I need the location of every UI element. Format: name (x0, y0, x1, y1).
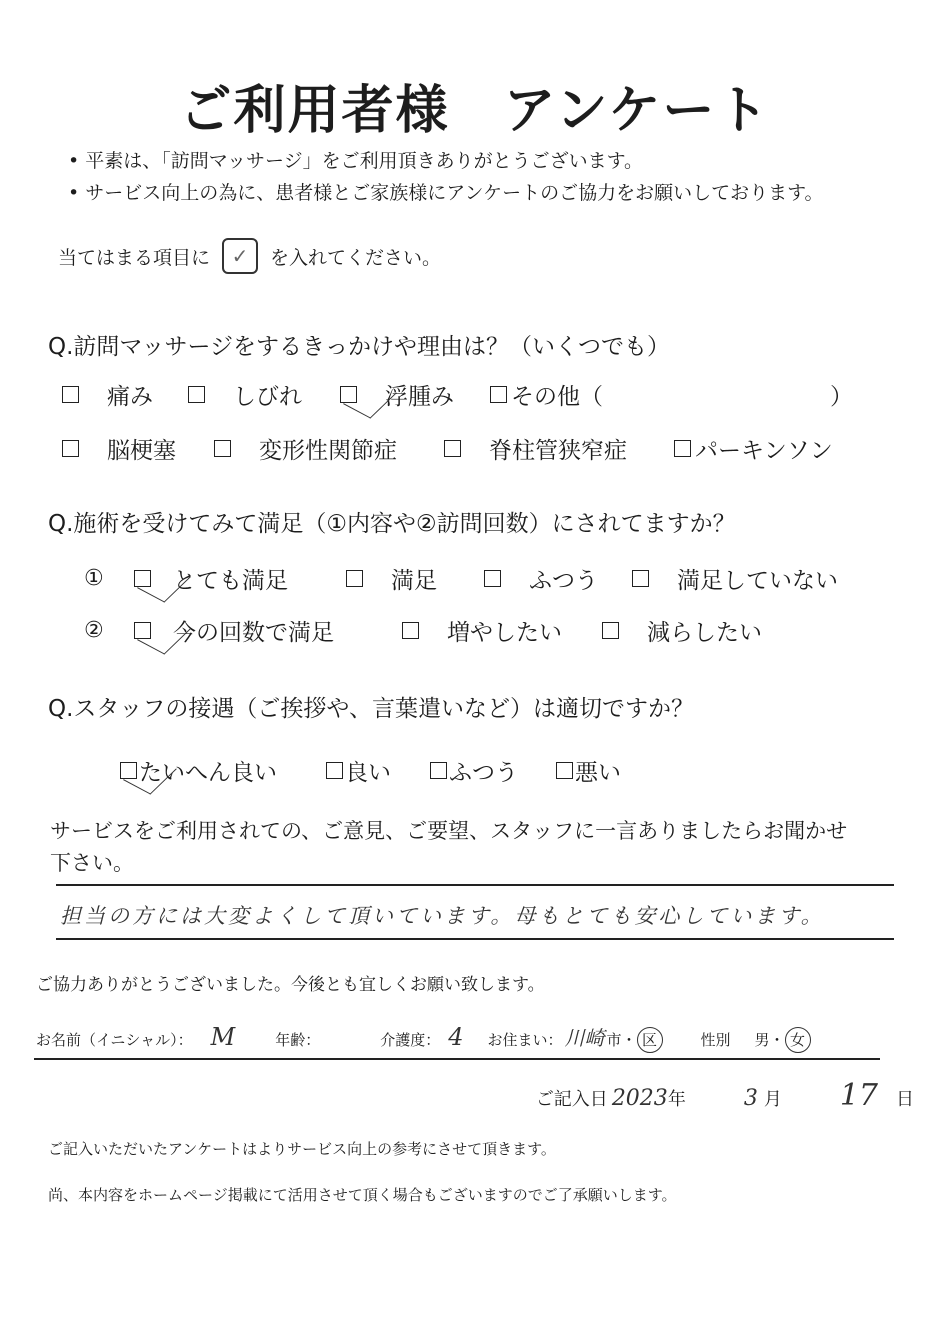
option-label: 浮腫み (385, 384, 454, 410)
option-not-satisfied[interactable] (632, 562, 838, 595)
question-1: Q.訪問マッサージをするきっかけや理由は？（いくつでも） (48, 334, 671, 360)
option-label: ふつう (529, 568, 598, 594)
option-label: 増やしたい (447, 620, 562, 646)
option-label: 脳梗塞 (107, 438, 176, 464)
option-bad[interactable] (556, 754, 621, 787)
checkbox-decrease[interactable] (602, 622, 619, 639)
survey-title: ご利用者様 アンケート (179, 81, 771, 141)
month-unit: 月 (763, 1089, 782, 1110)
option-edema[interactable] (340, 378, 490, 411)
gender-male[interactable]: 男・ (754, 1031, 785, 1049)
checkbox-very-satisfied[interactable] (134, 570, 151, 587)
option-current-frequency-ok[interactable] (134, 614, 402, 647)
option-label: 減らしたい (647, 620, 762, 646)
care-level-value[interactable]: 4 (448, 1023, 464, 1051)
care-level-label: 介護度： (380, 1031, 441, 1049)
option-label: 変形性関節症 (259, 438, 397, 464)
other-close-paren: ） (830, 384, 853, 410)
option-label: とても満足 (173, 568, 288, 594)
option-excellent[interactable] (120, 754, 326, 787)
option-label: 満足 (391, 568, 437, 594)
thanks-message: ご協力ありがとうございました。今後とも宜しくお願い致します。 (36, 975, 545, 995)
option-spinal-stenosis[interactable] (444, 432, 674, 465)
city-value[interactable]: 川崎 (564, 1026, 605, 1050)
option-label: 満足していない (677, 568, 838, 594)
row-number: ② (84, 618, 104, 643)
checkbox-not-satisfied[interactable] (632, 570, 649, 587)
date-filled (536, 1078, 914, 1113)
intro-line-2: • サービス向上の為に、患者様とご家族様にアンケートのご協力をお願いしております。 (68, 178, 824, 205)
name-label: お名前（イニシャル）： (36, 1031, 193, 1049)
q2-options-row-1 (84, 562, 838, 595)
option-numbness[interactable] (188, 378, 340, 411)
option-osteoarthritis[interactable] (214, 432, 444, 465)
option-label: 良い (345, 760, 391, 786)
city-suffix: 市・ (606, 1031, 637, 1049)
checkbox-pain[interactable] (62, 386, 79, 403)
option-decrease[interactable] (602, 614, 762, 647)
option-label: パーキンソン (695, 438, 833, 464)
checkbox-spinal-stenosis[interactable] (444, 440, 461, 457)
checkbox-increase[interactable] (402, 622, 419, 639)
month-value[interactable]: 3 (743, 1086, 758, 1111)
note-2: 尚、本内容をホームページ掲載にて活用させて頂く場合もございますのでご了承願いします。 (48, 1186, 677, 1204)
question-2: Q.施術を受けてみて満足（①内容や②訪問回数）にされてますか？ (48, 511, 736, 537)
date-label: ご記入日 (535, 1089, 608, 1110)
instruction (58, 238, 441, 274)
intro-line-1: • 平素は、「訪問マッサージ」をご利用頂きありがとうございます。 (68, 146, 643, 173)
instruction-before: 当てはまる項目に (58, 246, 211, 269)
checkbox-stroke[interactable] (62, 440, 79, 457)
checkbox-average[interactable] (430, 762, 447, 779)
divider (56, 938, 894, 940)
option-label: その他（ (511, 384, 603, 410)
ward-suffix-circled[interactable]: 区 (637, 1027, 663, 1053)
year-value[interactable]: 2023 (611, 1086, 668, 1111)
gender-label: 性別 (700, 1031, 731, 1049)
day-unit: 日 (896, 1089, 914, 1110)
option-other[interactable] (490, 378, 603, 411)
option-stroke[interactable] (62, 432, 214, 465)
option-pain[interactable] (62, 378, 188, 411)
checkbox-excellent[interactable] (120, 762, 137, 779)
option-parkinson[interactable] (674, 432, 833, 465)
checkbox-bad[interactable] (556, 762, 573, 779)
comment-prompt: サービスをご利用されての、ご意見、ご要望、スタッフに一言ありましたらお聞かせ下さい。 (50, 819, 848, 875)
checkbox-good[interactable] (326, 762, 343, 779)
q2-options-row-2 (84, 614, 762, 647)
option-label: ふつう (449, 760, 518, 786)
checkbox-current-frequency-ok[interactable] (134, 622, 151, 639)
note-1: ご記入いただいたアンケートはよりサービス向上の参考にさせて頂きます。 (48, 1140, 556, 1158)
address-label: お住まい： (487, 1031, 563, 1049)
checkbox-parkinson[interactable] (674, 440, 691, 457)
option-label: たいへん良い (139, 760, 277, 786)
respondent-profile (36, 1022, 811, 1053)
day-value[interactable]: 17 (839, 1078, 878, 1113)
name-value[interactable]: M (210, 1023, 236, 1051)
option-label: しびれ (233, 384, 302, 410)
question-3: Q.スタッフの接遇（ご挨拶や、言葉遣いなど）は適切ですか？ (48, 696, 694, 722)
option-good[interactable] (326, 754, 430, 787)
checkbox-satisfied[interactable] (346, 570, 363, 587)
row-number: ① (84, 566, 104, 591)
option-very-satisfied[interactable] (134, 562, 346, 595)
q1-options-row-1 (62, 378, 853, 411)
option-satisfied[interactable] (346, 562, 484, 595)
checkbox-other[interactable] (490, 386, 507, 403)
option-label: 脊柱管狭窄症 (489, 438, 627, 464)
option-label: 痛み (107, 384, 153, 410)
q1-options-row-2 (62, 432, 833, 465)
checkbox-neutral[interactable] (484, 570, 501, 587)
age-label: 年齢： (275, 1031, 321, 1049)
checkbox-edema[interactable] (340, 386, 357, 403)
option-neutral[interactable] (484, 562, 632, 595)
checkbox-osteoarthritis[interactable] (214, 440, 231, 457)
option-label: 今の回数で満足 (173, 620, 334, 646)
divider (34, 1058, 880, 1060)
option-increase[interactable] (402, 614, 602, 647)
gender-female-circled[interactable]: 女 (785, 1027, 811, 1053)
divider (56, 884, 894, 886)
instruction-after: を入れてください。 (270, 246, 442, 269)
option-average[interactable] (430, 754, 556, 787)
comment-answer[interactable]: 担当の方には大変よくして頂いています。母もとても安心しています。 (60, 904, 825, 928)
year-unit: 年 (667, 1089, 686, 1110)
q3-options-row (120, 754, 621, 787)
option-label: 悪い (575, 760, 621, 786)
checkbox-numbness[interactable] (188, 386, 205, 403)
checkbox-example-icon: ✓ (222, 238, 258, 274)
